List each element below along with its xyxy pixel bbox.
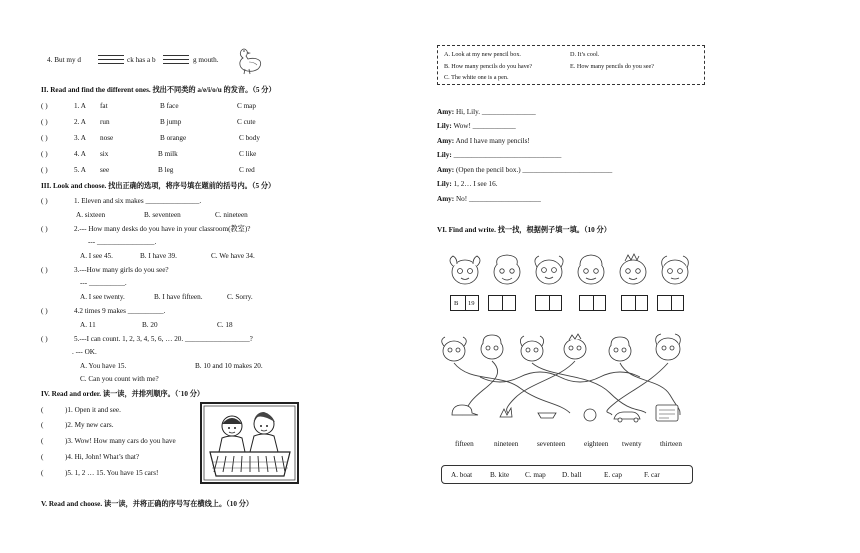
order-item: )3. Wow! How many cars do you have [65, 437, 176, 445]
sec3-q4: 4.2 times 9 makes __________. [74, 307, 166, 315]
kids-with-cars-illustration [200, 402, 299, 484]
paren[interactable]: ( [41, 469, 44, 477]
order-item: )4. Hi, John! What’s that? [65, 453, 140, 461]
dialogue-line [437, 123, 516, 130]
option: B. 20 [142, 321, 158, 329]
sec3-q2: 2.--- How many desks do you have in your classroom(教室)? [74, 225, 251, 233]
paren[interactable]: ( [41, 406, 44, 414]
choice: F. car [644, 471, 660, 479]
paren[interactable]: ( ) [41, 266, 48, 274]
sec1-q4-suffix: g mouth. [193, 56, 219, 64]
sec3-q3: 3.---How many girls do you see? [74, 266, 169, 274]
duck-icon [233, 45, 265, 77]
option-a: A. Look at my new pencil box. [444, 51, 521, 58]
answer-line: . --- OK. [72, 348, 97, 356]
option: A. I see twenty. [80, 293, 125, 301]
sec3-q1: 1. Eleven and six makes _______________. [74, 197, 202, 205]
option: C. Can you count with me? [80, 375, 159, 383]
choice: E. cap [604, 471, 622, 479]
line-text[interactable]: Hi, Lily. _______________ [454, 108, 536, 116]
speaker: Lily: [437, 122, 452, 130]
choice: B. kite [490, 471, 510, 479]
choice: D. ball [562, 471, 582, 479]
speaker: Amy: [437, 137, 455, 145]
sec1-q4-mid: ck has a b [127, 56, 156, 64]
answer-box-half[interactable] [502, 296, 515, 310]
q-num: 3. A [74, 134, 86, 142]
number-word: twenty [622, 440, 642, 448]
dialogue-line [437, 109, 536, 116]
option: C. We have 34. [211, 252, 255, 260]
dialogue-line [437, 181, 498, 188]
speaker: Lily: [437, 180, 452, 188]
answer-line[interactable]: --- __________. [80, 279, 127, 287]
answer-box-example [450, 295, 479, 311]
maze-illustration [440, 333, 694, 425]
paren[interactable]: ( ) [41, 134, 48, 142]
option-c: C. The white one is a pen. [444, 74, 509, 81]
answer-line[interactable]: --- ________________. [88, 238, 157, 246]
section-5-title: V. Read and choose. 读一读，并将正确的序号写在横线上。（10 分） [41, 500, 254, 508]
speaker: Amy: [437, 166, 455, 174]
answer-box[interactable] [579, 295, 606, 311]
choice: C. map [525, 471, 546, 479]
option-c: C body [239, 134, 260, 142]
sec3-q5: 5.---I can count. 1, 2, 3, 4, 5, 6, … 20. __________________? [74, 335, 253, 343]
option-a: fat [100, 102, 108, 110]
section-6-title: VI. Find and write. 找一找，根据例子填一填。（10 分） [437, 226, 611, 234]
example-letter: B [454, 300, 459, 307]
paren[interactable]: ( ) [41, 307, 48, 315]
option: A. sixteen [76, 211, 106, 219]
option: B. I have 39. [140, 252, 177, 260]
q-num: 4. A [74, 150, 86, 158]
option-a: see [100, 166, 110, 174]
answer-box[interactable] [488, 295, 516, 311]
option: C. nineteen [215, 211, 248, 219]
paren[interactable]: ( ) [41, 335, 48, 343]
option-e: E. How many pencils do you see? [570, 63, 655, 70]
paren[interactable]: ( [41, 421, 44, 429]
answer-box[interactable] [657, 295, 684, 311]
paren[interactable]: ( [41, 453, 44, 461]
line-text[interactable]: (Open the pencil box.) _________________________ [454, 166, 613, 174]
answer-box-half[interactable] [549, 296, 562, 310]
q-num: 1. A [74, 102, 86, 110]
speaker: Lily: [437, 151, 452, 159]
section-3-title: III. Look and choose. 找出正确的选项，将序号填在题前的括号内。（5 分） [41, 182, 276, 190]
example-number: 19 [468, 300, 475, 307]
answer-box-half[interactable] [671, 296, 684, 310]
speaker: Amy: [437, 108, 455, 116]
option-b: B. How many pencils do you have? [444, 63, 533, 70]
paren[interactable]: ( [41, 437, 44, 445]
dialogue-line [437, 138, 530, 145]
option-a: run [100, 118, 110, 126]
option-b: B jump [160, 118, 182, 126]
order-item: )5. 1, 2 … 15. You have 15 cars! [65, 469, 159, 477]
answer-box[interactable] [535, 295, 562, 311]
section-2-title: II. Read and find the different ones. 找出不同类的 a/e/i/o/u 的发音。（5 分） [41, 86, 276, 94]
section-4-title: IV. Read and order. 读一读，并排列顺序。（`10 分） [41, 390, 205, 398]
option: B. 10 and 10 makes 20. [195, 362, 263, 370]
paren[interactable]: ( ) [41, 118, 48, 126]
number-word: nineteen [494, 440, 519, 448]
sec1-q4-prefix: 4. But my d [47, 56, 81, 64]
goat-faces-row [446, 253, 692, 291]
line-text[interactable]: No! ____________________ [454, 195, 541, 203]
speaker: Amy: [437, 195, 455, 203]
paren[interactable]: ( ) [41, 150, 48, 158]
dialogue-line [437, 167, 612, 174]
line-text[interactable]: ______________________________ [451, 151, 562, 159]
option-c: C map [237, 102, 256, 110]
dialogue-line [437, 196, 541, 203]
option-b: B orange [160, 134, 187, 142]
option: B. seventeen [144, 211, 181, 219]
option-a: nose [100, 134, 114, 142]
option-b: B leg [158, 166, 174, 174]
paren[interactable]: ( ) [41, 102, 48, 110]
order-item: )1. Open it and see. [65, 406, 121, 414]
choice: A. boat [451, 471, 473, 479]
answer-box-half[interactable] [593, 296, 606, 310]
dialogue-line [437, 152, 561, 159]
q-num: 2. A [74, 118, 86, 126]
line-text: 1, 2… I see 16. [451, 180, 498, 188]
option-b: B milk [158, 150, 178, 158]
option-d: D. It’s cool. [570, 51, 600, 58]
paren[interactable]: ( ) [41, 225, 48, 233]
option: C. 18 [217, 321, 233, 329]
option: B. I have fifteen. [154, 293, 203, 301]
option: C. Sorry. [227, 293, 253, 301]
option: A. You have 15. [80, 362, 127, 370]
order-item: )2. My new cars. [65, 421, 114, 429]
answer-box[interactable] [621, 295, 648, 311]
blank-lines[interactable] [98, 52, 124, 64]
number-word: fifteen [455, 440, 474, 448]
option-c: C like [239, 150, 257, 158]
option-c: C red [239, 166, 255, 174]
q-num: 5. A [74, 166, 86, 174]
number-word: eighteen [584, 440, 609, 448]
answer-box-half[interactable] [635, 296, 648, 310]
option-b: B face [160, 102, 179, 110]
line-text: And I have many pencils! [454, 137, 530, 145]
blank-lines[interactable] [163, 52, 189, 64]
number-word: seventeen [537, 440, 566, 448]
line-text[interactable]: Wow! ____________ [451, 122, 516, 130]
option: A. I see 45. [80, 252, 113, 260]
paren[interactable]: ( ) [41, 166, 48, 174]
number-word: thirteen [660, 440, 682, 448]
option-a: six [100, 150, 109, 158]
paren[interactable]: ( ) [41, 197, 48, 205]
option: A. 11 [80, 321, 96, 329]
option-c: C cute [237, 118, 256, 126]
